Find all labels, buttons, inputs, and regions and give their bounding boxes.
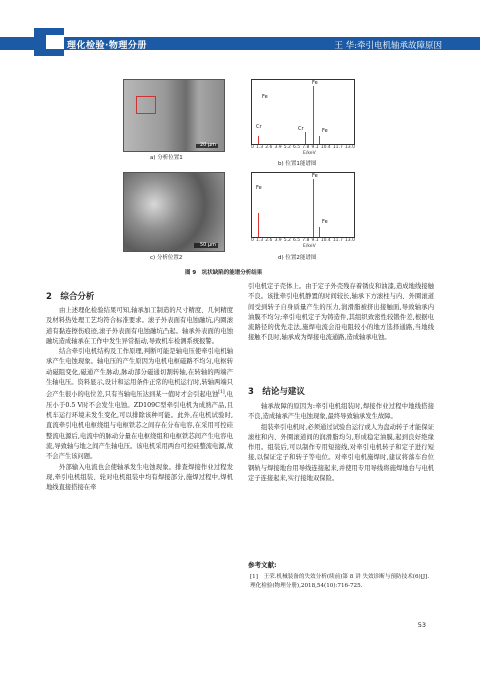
references-title: 参考文献: xyxy=(248,561,277,569)
paragraph: 组装牵引电机时,必须通过试验台运行或人为盘动转子才能保证滚柱和内、外圈滚道间的润滑脂均匀,形成稳定油膜,起到良好绝缘作用。组装后,可以制作专用短接线,对牵引电机转子和定子进行短接,以保证定子和转子等电位。对牵引电机施焊时,建议将落车台位钢轨与焊接地台用导线连接起来,并使用专用导线将施焊地台与电机定子连接起来,实行接地双保险。 xyxy=(248,423,434,483)
scalebar-label: 50 μm xyxy=(199,242,216,248)
peak-label: Cr xyxy=(298,126,304,132)
right-column xyxy=(248,282,434,344)
caption-a: a) 分析位置1 xyxy=(150,155,183,161)
tick: 1.3 xyxy=(255,145,264,150)
citation: [1] xyxy=(218,390,225,396)
tick: 6.5 xyxy=(292,238,301,243)
tick: 10.4 xyxy=(320,145,331,150)
peak-label: Fe xyxy=(312,173,318,179)
tick: 0 xyxy=(251,145,254,150)
figure-caption: 图 9 坑状缺陷的能谱分析结果 xyxy=(185,270,263,276)
journal-name: 理化检验·物理分册 xyxy=(67,41,147,51)
sem-image-position-2 xyxy=(123,172,225,252)
eds-spectrum-1 xyxy=(251,79,355,145)
peak-label: Fe xyxy=(256,185,262,191)
paragraph: 由上述理化检验结果可知,轴承加工制造的尺寸精度、几何精度及材料热处理工艺均符合标准要求。滚子外表面有电蚀融坑,内圈滚道有黏连擦伤痕迹,滚子外表面有电蚀融坑凸起。轴承外表面的电蚀融坑造成轴承在工作中发生异常振动,导致机车检测系统报警。 xyxy=(46,307,233,345)
peak xyxy=(319,227,320,237)
section-2-title: 2 综合分析 xyxy=(46,292,95,302)
tick: 3.9 xyxy=(274,145,282,150)
caption-c: c) 分析位置2 xyxy=(150,255,183,261)
section-3-title: 3 结论与建议 xyxy=(248,387,305,397)
paragraph-text: ,电压小于0.5 V时不会发生电蚀。ZD109C型牵引电机为成熟产品,且机车运行环境未发生变化,可以排除该种可能。此外,在电机试验时,直流牵引电机电枢绕组与电枢铁芯之间存在分布电容,在采用可控硅整流电源后,电流中的脉动分量在电枢绕组和电枢铁芯间产生电容电流,导致轴与地之间产生轴电压。该电机采用两台可控硅整流电源,故不会产生该问题。 xyxy=(46,391,233,461)
tick: 3.9 xyxy=(274,238,282,243)
peak xyxy=(313,179,314,237)
x-ticks-1 xyxy=(251,145,355,150)
paragraph-text: 结合牵引电机结构及工作原理,判断可能是轴电压使牵引电机轴承产生电蚀现象。轴电压的产生原因为电机电枢磁路不均匀,电枢转动磁阻变化,磁通产生脉动,脉动部分磁通切割转轴,在转轴的两端产生轴电压。资料显示,设计和运用条件正常的电机运行时,转轴两端只会产生很小的电位差,只有当轴电压达到某一值时才会引起电蚀 xyxy=(46,348,233,399)
tick: 0 xyxy=(251,238,254,243)
tick: 13.0 xyxy=(344,145,355,150)
caption-d: d) 位置2能谱图 xyxy=(278,255,317,261)
tick: 13.0 xyxy=(344,238,355,243)
tick: 11.7 xyxy=(332,238,343,243)
right-column-section-3 xyxy=(248,402,434,484)
peak-label: Fe xyxy=(262,94,268,100)
tick: 2.6 xyxy=(265,145,273,150)
peak xyxy=(305,132,306,144)
left-column xyxy=(46,306,233,493)
tick: 2.6 xyxy=(265,238,273,243)
sem-image-position-1 xyxy=(123,79,225,152)
paragraph xyxy=(46,347,233,462)
analysis-box xyxy=(136,96,156,114)
tick: 6.5 xyxy=(292,145,301,150)
caption-b: b) 位置1能谱图 xyxy=(278,161,317,167)
scalebar-label: 20 μm xyxy=(199,142,216,148)
peak-label: Fe xyxy=(322,128,328,134)
x-axis-label-1: E/keV xyxy=(303,151,316,156)
tick: 7.8 xyxy=(302,238,310,243)
x-ticks-2 xyxy=(251,238,355,243)
peak xyxy=(258,136,259,144)
tick: 9.1 xyxy=(311,238,319,243)
tick: 5.2 xyxy=(283,145,291,150)
tick: 1.3 xyxy=(255,238,264,243)
tick: 7.8 xyxy=(302,145,310,150)
tick: 5.2 xyxy=(283,238,291,243)
paragraph: 引电机定子壳体上。由于定子外壳残存着锈皮和油漆,造成地线接触不良。该批牵引电机静置的时间较长,轴承下方滚柱与内、外圈滚道间受到转子自身质量产生的压力,润滑脂被挤出接触面,导致轴承内油膜不均匀;牵引电机定子为铸造件,其组织致密性较锻件差,根据电流路径的优先走法,施焊电流会沿电阻较小的地方选择通路,当地线接触不良时,轴承成为焊接电流通路,造成轴承电蚀。 xyxy=(248,283,434,342)
peak-label: Fe xyxy=(312,80,318,86)
page-number: 53 xyxy=(417,621,426,629)
peak-label: Fe xyxy=(322,219,328,225)
reference-item: [1] 王荣.机械装备的失效分析(续前)第 8 讲 失效诊断与预防技术(6)[J].理化检验(物理分册),2018,54(10):716-725. xyxy=(250,574,430,589)
logo-notch xyxy=(46,35,64,49)
peak xyxy=(313,86,314,144)
x-axis-label-2: E/keV xyxy=(303,244,316,249)
peak xyxy=(319,136,320,144)
tick: 9.1 xyxy=(311,145,319,150)
paragraph: 轴承故障的原因为:牵引电机组装时,焊接作业过程中地线搭接不良,造成轴承产生电蚀现象,最终导致轴承发生故障。 xyxy=(248,403,434,421)
eds-spectrum-2 xyxy=(251,172,355,238)
tick: 11.7 xyxy=(332,145,343,150)
running-title: 王 华:牵引电机轴承故障原因 xyxy=(334,41,442,51)
peak-label: Cr xyxy=(256,124,262,130)
peak xyxy=(258,213,259,237)
tick: 10.4 xyxy=(320,238,331,243)
paragraph: 外部输入电流也会使轴承发生电蚀现象。排查焊接作业过程发现,牵引电机组装、轮对电机组装中均有焊接部分,施焊过程中,焊机地线直接搭接在牵 xyxy=(46,463,233,492)
